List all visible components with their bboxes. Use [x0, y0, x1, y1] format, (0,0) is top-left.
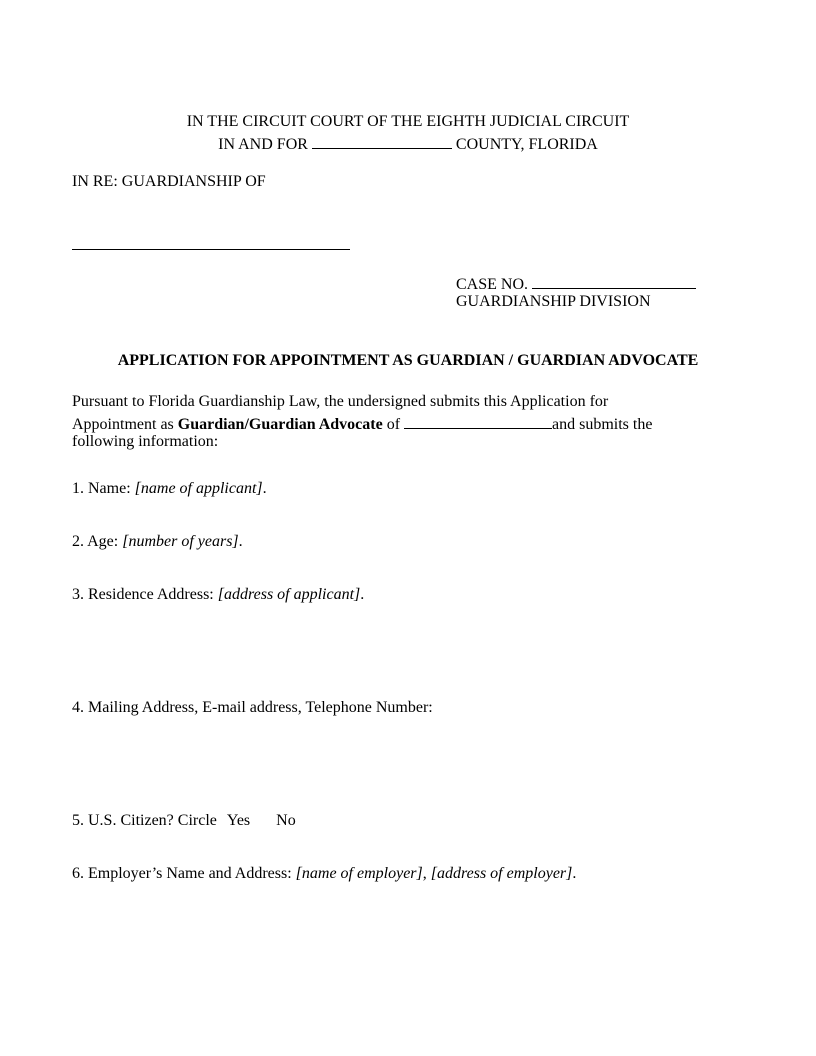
- item-name: 1. Name: [name of applicant].: [72, 480, 267, 497]
- in-re-label: IN RE: GUARDIANSHIP OF: [72, 173, 266, 190]
- item-age: 2. Age: [number of years].: [72, 533, 243, 550]
- item-residence-address: 3. Residence Address: [address of applicant].: [72, 586, 365, 603]
- item-citizenship: 5. U.S. Citizen? Circle Yes No: [72, 812, 296, 829]
- employer-address-field[interactable]: [address of employer]: [430, 865, 573, 882]
- ward-blank[interactable]: [404, 412, 552, 429]
- item-employer: 6. Employer’s Name and Address: [name of employer], [address of employer].: [72, 865, 577, 882]
- case-no-label: CASE NO.: [456, 276, 529, 293]
- intro-line-3: following information:: [72, 433, 219, 450]
- intro-line-1: Pursuant to Florida Guardianship Law, the undersigned submits this Application for: [72, 393, 609, 410]
- county-suffix: COUNTY, FLORIDA: [455, 136, 598, 153]
- citizen-no-option[interactable]: No: [276, 812, 296, 829]
- court-line: IN THE CIRCUIT COURT OF THE EIGHTH JUDICIAL CIRCUIT: [186, 113, 630, 130]
- county-line: [0, 132, 816, 155]
- document-title: APPLICATION FOR APPOINTMENT AS GUARDIAN / GUARDIAN ADVOCATE: [117, 352, 699, 369]
- ward-name-blank[interactable]: [72, 234, 350, 250]
- residence-address-field[interactable]: [address of applicant]: [217, 586, 361, 603]
- item-mailing-contact: 4. Mailing Address, E-mail address, Telephone Number:: [72, 699, 433, 716]
- division-label: GUARDIANSHIP DIVISION: [456, 293, 651, 310]
- intro-line-2: Appointment as Guardian/Guardian Advocate of and submits the: [72, 412, 652, 435]
- citizen-yes-option[interactable]: Yes: [226, 812, 251, 829]
- name-field[interactable]: [name of applicant]: [134, 480, 263, 497]
- case-number-blank[interactable]: [532, 272, 696, 289]
- age-field[interactable]: [number of years]: [122, 533, 239, 550]
- county-blank[interactable]: [312, 132, 452, 149]
- employer-name-field[interactable]: [name of employer]: [295, 865, 423, 882]
- guardian-type: Guardian/Guardian Advocate: [177, 416, 383, 433]
- county-prefix: IN AND FOR: [218, 136, 308, 153]
